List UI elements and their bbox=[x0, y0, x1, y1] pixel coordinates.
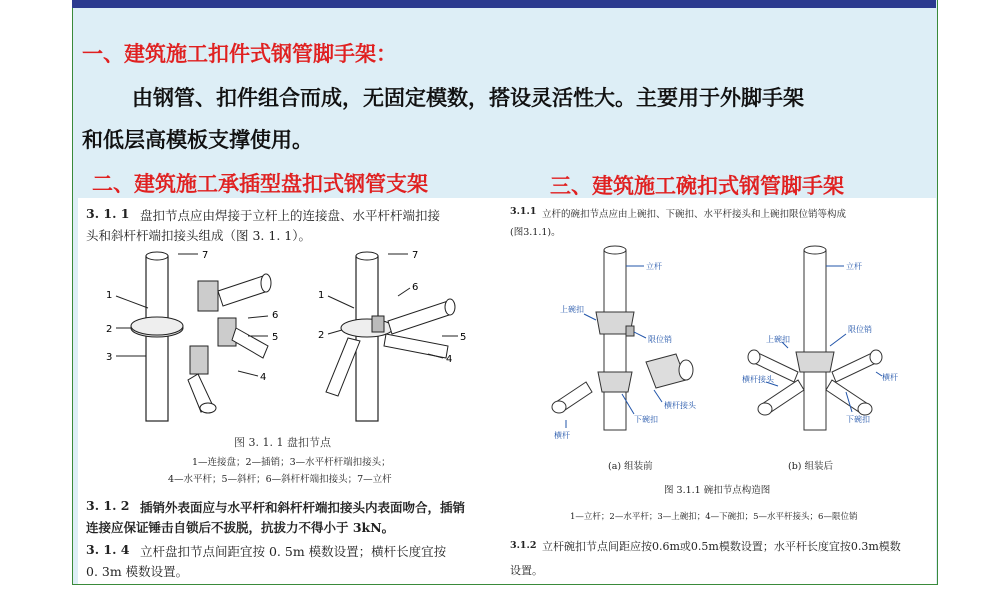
disk-lock-node-figure bbox=[98, 246, 498, 426]
top-bar bbox=[72, 0, 936, 8]
fig2-label-4: 4 bbox=[446, 354, 453, 365]
b-label-limit-pin: 限位销 bbox=[848, 325, 872, 334]
fig-label-5: 5 bbox=[272, 332, 279, 343]
a-label-ledger-joint: 横杆接头 bbox=[664, 401, 696, 410]
heading-disk-lock-support: 二、建筑施工承插型盘扣式钢管支架 bbox=[92, 171, 428, 196]
right-fig-caption: 图 3.1.1 碗扣节点构造图 bbox=[664, 485, 771, 496]
cuplock-node-figure bbox=[526, 242, 926, 452]
left-s312-line2: 连接应保证锤击自锁后不拔脱，抗拔力不得小于 3kN。 bbox=[86, 520, 395, 535]
fig2-label-2: 2 bbox=[318, 330, 325, 341]
right-sub-a: (a) 组装前 bbox=[608, 461, 653, 472]
b-label-upper-cup: 上碗扣 bbox=[766, 335, 790, 344]
right-s312-number: 3.1.2 bbox=[510, 540, 537, 551]
a-label-limit-pin: 限位销 bbox=[648, 335, 672, 344]
right-s311-line1: 立杆的碗扣节点应由上碗扣、下碗扣、水平杆接头和上碗扣限位销等构成 bbox=[542, 209, 847, 220]
heading-coupler-scaffold: 一、建筑施工扣件式钢管脚手架： bbox=[82, 41, 397, 66]
b-label-ledger-joint: 横杆接头 bbox=[742, 375, 774, 384]
right-sub-b: (b) 组装后 bbox=[788, 461, 834, 472]
paragraph-line-1: 由钢管、扣件组合而成，无固定模数，搭设灵活性大。主要用于外脚手架 bbox=[132, 85, 804, 110]
paragraph-line-2: 和低层高模板支撑使用。 bbox=[82, 127, 313, 152]
left-s314-number: 3. 1. 4 bbox=[86, 542, 130, 557]
fig-label-6: 6 bbox=[272, 310, 279, 321]
a-label-pole: 立杆 bbox=[646, 262, 662, 271]
left-s314-line1: 立杆盘扣节点间距宜按 0. 5m 模数设置；横杆长度宜按 bbox=[140, 544, 447, 559]
fig-label-4: 4 bbox=[260, 372, 267, 383]
fig-label-2: 2 bbox=[106, 324, 113, 335]
left-s312-number: 3. 1. 2 bbox=[86, 498, 130, 513]
heading-cuplock-scaffold: 三、建筑施工碗扣式钢管脚手架 bbox=[550, 173, 844, 198]
fig-label-3: 3 bbox=[106, 352, 113, 363]
fig2-label-6: 6 bbox=[412, 282, 419, 293]
a-label-lower-cup: 下碗扣 bbox=[634, 415, 658, 424]
right-s312-line2: 设置。 bbox=[510, 564, 543, 577]
right-s311-line2: (图3.1.1)。 bbox=[510, 227, 561, 238]
b-label-ledger: 横杆 bbox=[882, 373, 898, 382]
left-s311-line2: 头和斜杆杆端扣接头组成（图 3. 1. 1）。 bbox=[86, 228, 311, 243]
left-legend-line1: 1—连接盘；2—插销；3—水平杆杆端扣接头； bbox=[192, 457, 391, 468]
left-panel-disk-lock bbox=[78, 198, 506, 584]
left-s311-number: 3. 1. 1 bbox=[86, 206, 130, 221]
b-label-pole: 立杆 bbox=[846, 262, 862, 271]
fig2-label-5: 5 bbox=[460, 332, 467, 343]
b-label-lower-cup: 下碗扣 bbox=[846, 415, 870, 424]
left-s311-line1: 盘扣节点应由焊接于立杆上的连接盘、水平杆杆端扣接 bbox=[140, 208, 441, 223]
left-legend-line2: 4—水平杆；5—斜杆；6—斜杆杆端扣接头；7—立杆 bbox=[168, 474, 392, 485]
right-s312-line1: 立杆碗扣节点间距应按0.6m或0.5m模数设置；水平杆长度宜按0.3m模数 bbox=[542, 540, 901, 553]
left-s312-line1: 插销外表面应与水平杆和斜杆杆端扣接头内表面吻合，插销 bbox=[140, 500, 466, 515]
fig2-label-7: 7 bbox=[412, 250, 419, 261]
left-s314-line2: 0. 3m 模数设置。 bbox=[86, 564, 189, 579]
a-label-upper-cup: 上碗扣 bbox=[560, 305, 584, 314]
right-panel-cuplock bbox=[506, 198, 936, 584]
a-label-ledger: 横杆 bbox=[554, 431, 570, 440]
right-legend: 1—立杆；2—水平杆；3—上碗扣；4—下碗扣；5—水平杆接头；6—限位销 bbox=[570, 512, 858, 522]
fig-label-1: 1 bbox=[106, 290, 113, 301]
left-fig-caption: 图 3. 1. 1 盘扣节点 bbox=[234, 436, 331, 449]
right-s311-number: 3.1.1 bbox=[510, 206, 537, 217]
fig2-label-1: 1 bbox=[318, 290, 325, 301]
fig-label-7: 7 bbox=[202, 250, 209, 261]
